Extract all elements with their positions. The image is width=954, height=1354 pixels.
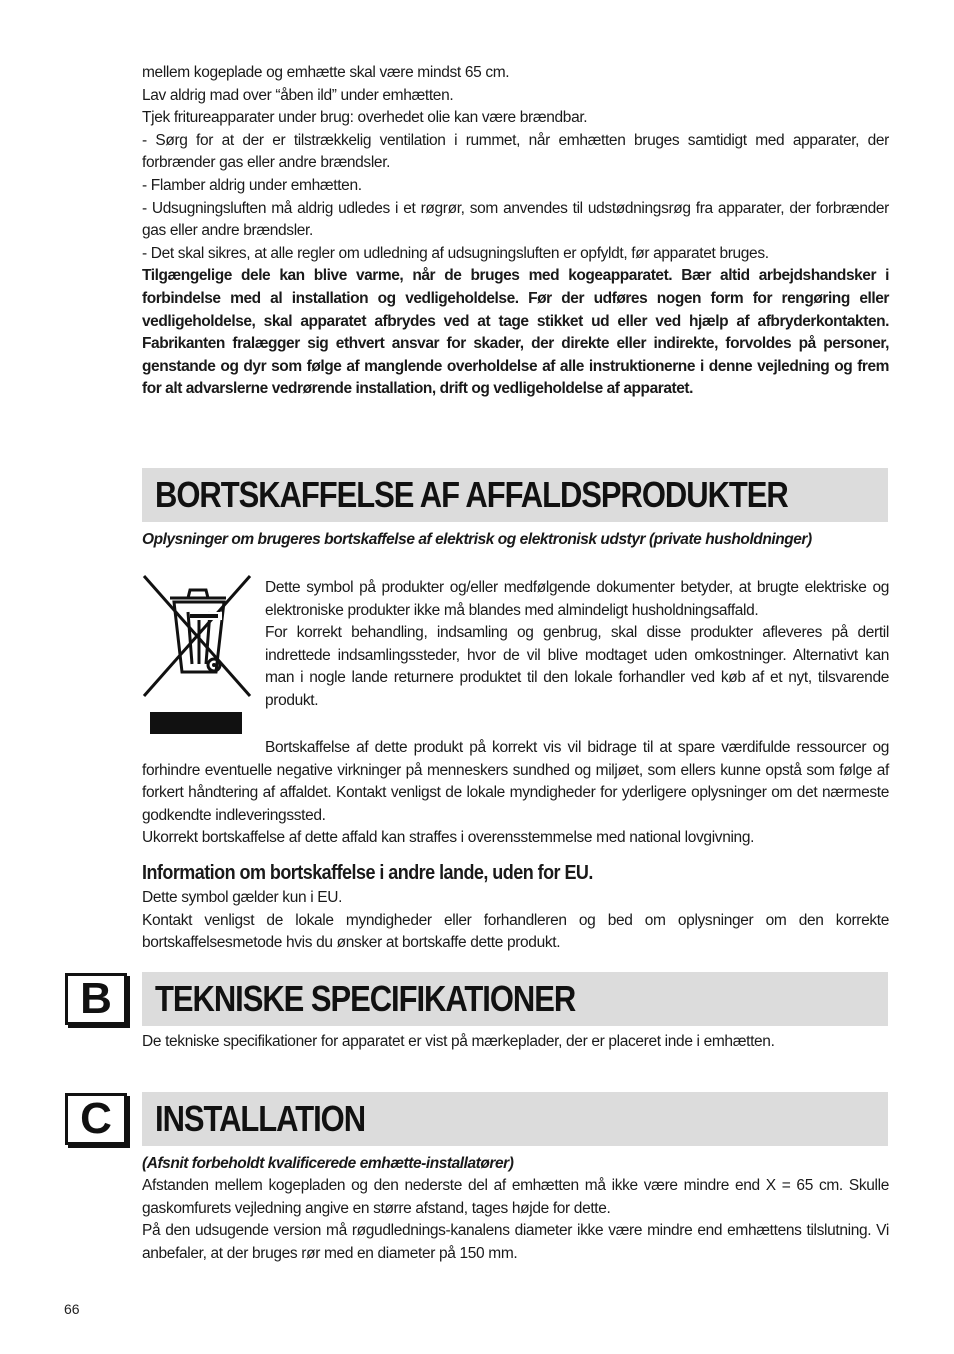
safety-line: - Sørg for at der er tilstrækkelig ventilation i rummet, når emhætten bruges samtidigt med apparater, der forbrænder gas eller andre brændsler. xyxy=(142,131,889,172)
specs-header-band xyxy=(142,972,888,1026)
non-eu-heading-wrap xyxy=(142,862,889,885)
disposal-paragraph: For korrekt behandling, indsamling og genbrug, skal disse produkter afleveres på dertil indrettede indsamlingssteder, hvor de vil blive modtaget uden omkostninger. Alternativt kan man i nogle lande returnere produktet til den lokale forhandler ved køb af et nyt, tilsvarende produkt. xyxy=(265,624,889,709)
installation-subtitle: (Afsnit forbeholdt kvalificerede emhætte-installatører) xyxy=(142,1155,514,1172)
non-eu-line: Dette symbol gælder kun i EU. xyxy=(142,889,343,906)
installation-subtitle-wrap xyxy=(142,1153,889,1176)
installation-text xyxy=(142,1175,889,1265)
specs-text: De tekniske specifikationer for apparatet er vist på mærkeplader, der er placeret inde i emhætten. xyxy=(142,1033,775,1050)
disposal-subtitle-wrap xyxy=(142,529,889,552)
disposal-side-text xyxy=(265,577,889,713)
safety-line: - Udsugningsluften må aldrig udledes i et røgrør, som anvendes til udstødningsrøg fra apparater, der forbrænder gas eller andre brændsler. xyxy=(142,199,889,240)
non-eu-heading: Information om bortskaffelse i andre lande, uden for EU. xyxy=(142,862,593,884)
safety-line: mellem kogeplade og emhætte skal være mindst 65 cm. xyxy=(142,64,510,81)
specs-title: TEKNISKE SPECIFIKATIONER xyxy=(155,978,576,1019)
disposal-paragraph: Ukorrekt bortskaffelse af dette affald kan straffes i overensstemmelse med national lovgivning. xyxy=(142,829,755,847)
section-letter-c: C xyxy=(65,1093,127,1145)
installation-header-band xyxy=(142,1092,888,1146)
installation-title: INSTALLATION xyxy=(155,1098,366,1139)
disposal-paragraph: Dette symbol på produkter og/eller medfølgende dokumenter betyder, at brugte elektriske og elektroniske produkter ikke må blandes med almindeligt husholdningsaffald. xyxy=(265,579,889,619)
safety-instructions xyxy=(142,62,889,401)
disposal-title: BORTSKAFFELSE AF AFFALDSPRODUKTER xyxy=(155,474,788,515)
section-letter-b: B xyxy=(65,973,127,1025)
page-number: 66 xyxy=(64,1301,80,1317)
specs-text-wrap xyxy=(142,1031,889,1054)
safety-line: Lav aldrig mad over “åben ild” under emhætten. xyxy=(142,86,454,104)
installation-paragraph: Afstanden mellem kogepladen og den nederste del af emhætten må ikke være mindre end X = 65 cm. Skulle gaskomfurets vejledning angive en større afstand, tages højde for dette. xyxy=(142,1177,889,1217)
disposal-paragraph: Bortskaffelse af dette produkt på korrekt vis vil bidrage til at spare værdifulde ressourcer og forhindre eventuelle negative virkninger på menneskers sundhed og miljøet, som ellers kunne opstå som følge af forkert håndtering af affaldet. Kontakt venligst de lokale myndigheder for yderligere oplysninger om det nærmeste godkendte indleveringssted. xyxy=(142,739,889,824)
non-eu-text xyxy=(142,887,889,955)
disposal-subtitle: Oplysninger om brugeres bortskaffelse af elektrisk og elektronisk udstyr (private husholdninger) xyxy=(142,531,812,548)
installation-paragraph: På den udsugende version må røgudlednings-kanalens diameter ikke være mindre end emhættens tilslutning. Vi anbefaler, at der bruges rør med en diameter på 150 mm. xyxy=(142,1222,889,1262)
non-eu-line: Kontakt venligst de lokale myndigheder eller forhandleren og bed om oplysninger om den korrekte bortskaffelsesmetode hvis du ønsker at bortskaffe dette produkt. xyxy=(142,911,889,952)
safety-warning: Tilgængelige dele kan blive varme, når de bruges med kogeapparatet. Bær altid arbejdshandsker i forbindelse med al installation og vedligeholdelse. Før der udføres nogen form for rengøring eller vedligeholdelse, skal apparatet afbrydes ved at tage stikket ud eller ved hjælp af afbryderkontakten. Fabrikanten fralægger sig ethvert ansvar for skader, der direkte eller indirekte, forvoldes på personer, genstande og dyr som følge af manglende overholdelse af alle instruktionerne i denne vejledning og frem for alt advarslerne vedrørende installation, drift og vedligeholdelse af apparatet. xyxy=(142,267,889,398)
safety-line: Tjek fritureapparater under brug: overhedet olie kan være brændbar. xyxy=(142,109,588,127)
safety-line: - Flamber aldrig under emhætten. xyxy=(142,176,362,194)
disposal-header-band xyxy=(142,468,888,522)
safety-line: - Det skal sikres, at alle regler om udledning af udsugningsluften er opfyldt, før apparatet bruges. xyxy=(142,244,769,262)
disposal-full-text xyxy=(142,737,889,850)
crossed-out-wheelie-bin-icon xyxy=(140,572,254,738)
